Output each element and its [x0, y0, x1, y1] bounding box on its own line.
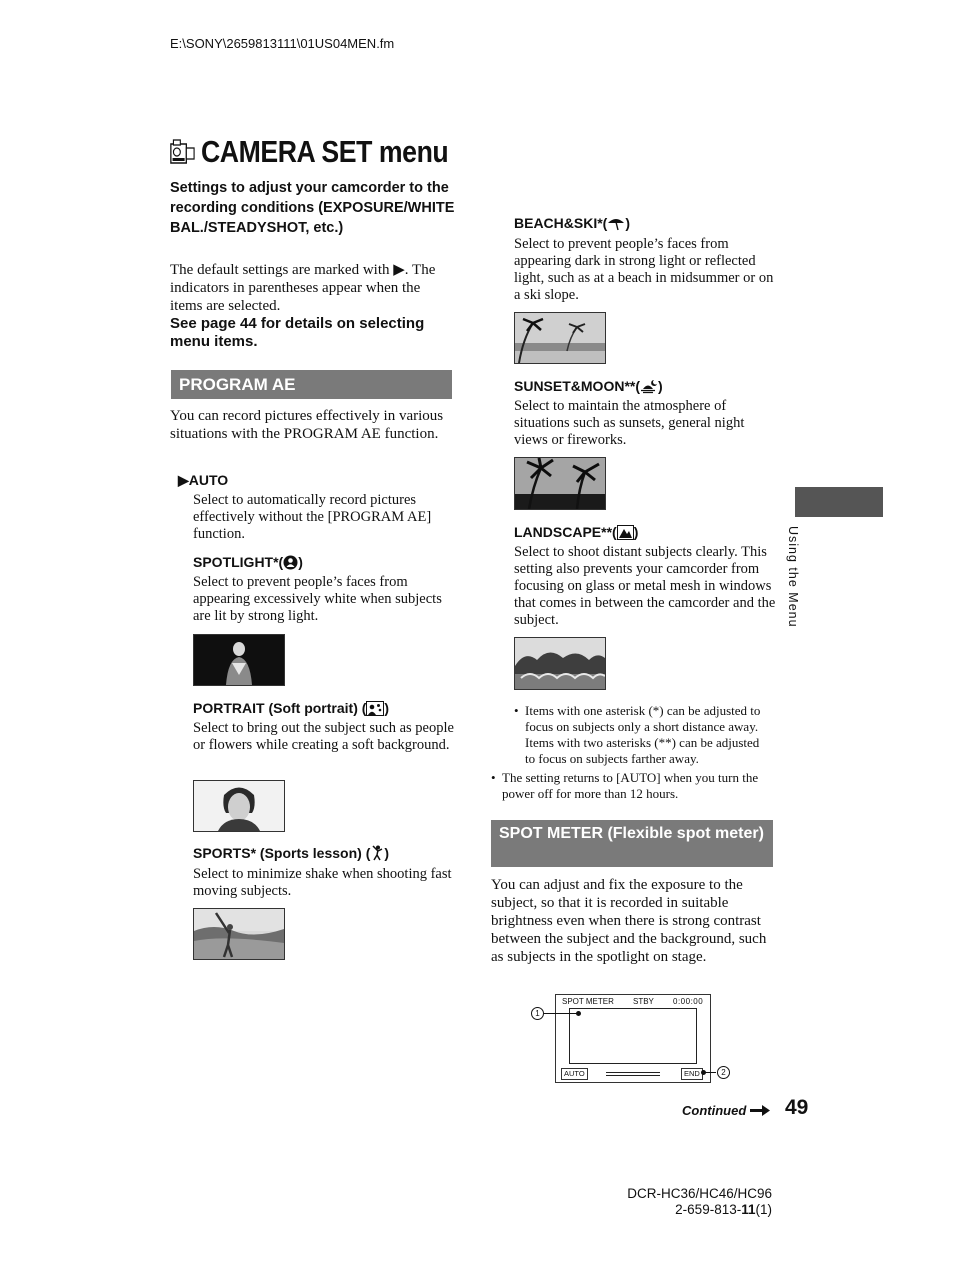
side-tab-marker — [795, 487, 883, 517]
continued-text: Continued — [682, 1103, 747, 1118]
document-code — [627, 1202, 772, 1218]
portrait-label — [193, 699, 389, 717]
sports-label-text: SPORTS* (Sports lesson) ( — [193, 845, 371, 861]
beach-label-text: BEACH&SKI*( — [514, 215, 608, 231]
portrait-label-close: ) — [384, 700, 390, 716]
side-tab-label: Using the Menu — [786, 526, 800, 628]
sports-label — [193, 844, 389, 862]
sports-description: Select to minimize shake when shooting fast moving subjects. — [193, 866, 452, 899]
landscape-label-text: LANDSCAPE**( — [514, 524, 617, 540]
file-path: E:\SONY\2659813111\01US04MEN.fm — [170, 36, 395, 51]
landscape-label — [514, 523, 638, 541]
note1: Items with one asterisk (*) can be adjusted to focus on subjects only a short distance away. Items with two asterisks (**) can be adjusted to focus on subjects farther away. — [525, 703, 761, 766]
callout1-line — [544, 1013, 578, 1014]
auto-button[interactable]: AUTO — [561, 1068, 588, 1080]
spot-meter-heading: SPOT METER (Flexible spot meter) — [491, 820, 773, 867]
mountain-icon — [617, 525, 634, 540]
sports-label-close: ) — [384, 845, 390, 861]
beach-label-close: ) — [625, 215, 631, 231]
auto-description: Select to automatically record pictures effectively without the [PROGRAM AE] function. — [193, 492, 432, 542]
callout1: 1 — [531, 1007, 544, 1020]
note1-bullet: • — [514, 703, 519, 718]
page-title — [170, 134, 448, 170]
spotlight-icon — [283, 555, 298, 570]
end-button[interactable]: END — [681, 1068, 703, 1080]
intro-see-page: See page 44 for details on selecting menu items. — [170, 315, 425, 350]
sunset-description: Select to maintain the atmosphere of situations such as sunsets, general night views or fireworks. — [514, 398, 745, 448]
intro-line1: The default settings are marked with ▶. — [170, 262, 409, 278]
program-ae-description: You can record pictures effectively in various situations with the PROGRAM AE function. — [170, 408, 444, 442]
spot-meter-frame — [569, 1008, 697, 1064]
spotlight-label-close: ) — [298, 554, 303, 570]
note2-bullet: • — [491, 770, 496, 785]
exposure-slider[interactable] — [606, 1072, 660, 1076]
sunset-label — [514, 377, 663, 395]
screen-time: 0:00:00 — [673, 997, 704, 1006]
spot-meter-description: You can adjust and fix the exposure to the subject, so that it is recorded in suitable brightness even when there is strong contrast between the subject and the background, such as subjects in the spotlight on stage. — [491, 877, 767, 965]
sunset-photo — [514, 457, 606, 510]
arrow-right-icon — [750, 1105, 770, 1116]
intro-line2: The indicators in parentheses appear when the items are selected. — [170, 262, 436, 314]
beach-description: Select to prevent people’s faces from appearing dark in strong light or reflected light, such as at a beach in midsummer or on a ski slope. — [514, 236, 774, 303]
spotlight-label-text: SPOTLIGHT*( — [193, 554, 284, 570]
page-title-text: CAMERA SET menu — [200, 134, 449, 169]
sunset-label-text: SUNSET&MOON**( — [514, 378, 641, 394]
callout2-dot — [701, 1070, 706, 1075]
sunset-label-close: ) — [658, 378, 663, 394]
intro-default — [170, 261, 455, 315]
landscape-photo — [514, 637, 606, 690]
screen-title: SPOT METER — [562, 997, 614, 1006]
portrait-icon — [366, 701, 384, 716]
portrait-photo — [193, 780, 285, 832]
sports-photo — [193, 908, 285, 960]
spotlight-description: Select to prevent people’s faces from appearing excessively white when subjects are lit by strong light. — [193, 574, 442, 624]
spotlight-label — [193, 553, 303, 571]
beach-photo — [514, 312, 606, 364]
portrait-label-text: PORTRAIT (Soft portrait) ( — [193, 700, 367, 716]
spot-meter-screen — [555, 994, 711, 1083]
landscape-description: Select to shoot distant subjects clearly. This setting also prevents your camcorder from focusing on glass or metal mesh in windows that comes in between the camcorder and the subject. — [514, 544, 776, 628]
beach-umbrella-icon — [607, 216, 625, 231]
camera-set-icon — [170, 139, 196, 165]
note2: The setting returns to [AUTO] when you turn the power off for more than 12 hours. — [502, 770, 759, 801]
page-number: 49 — [785, 1096, 809, 1119]
continued-label — [682, 1103, 770, 1118]
code-suffix: (1) — [755, 1202, 772, 1217]
beach-label — [514, 214, 630, 232]
code-bold: 11 — [741, 1202, 756, 1217]
code-prefix: 2-659-813- — [675, 1202, 742, 1217]
model-info — [627, 1186, 772, 1218]
sunset-moon-icon — [640, 379, 658, 394]
golfer-icon — [370, 845, 384, 861]
program-ae-heading: PROGRAM AE — [171, 370, 452, 399]
model-number: DCR-HC36/HC46/HC96 — [627, 1186, 772, 1201]
landscape-label-close: ) — [633, 524, 639, 540]
portrait-description: Select to bring out the subject such as people or flowers while creating a soft background. — [193, 720, 454, 753]
spotlight-photo — [193, 634, 285, 686]
screen-status: STBY — [633, 997, 654, 1006]
callout2: 2 — [717, 1066, 730, 1079]
page-subtitle: Settings to adjust your camcorder to the recording conditions (EXPOSURE/WHITE BAL./STEADYSHOT, etc.) — [170, 180, 455, 236]
auto-label: ▶AUTO — [178, 472, 229, 488]
